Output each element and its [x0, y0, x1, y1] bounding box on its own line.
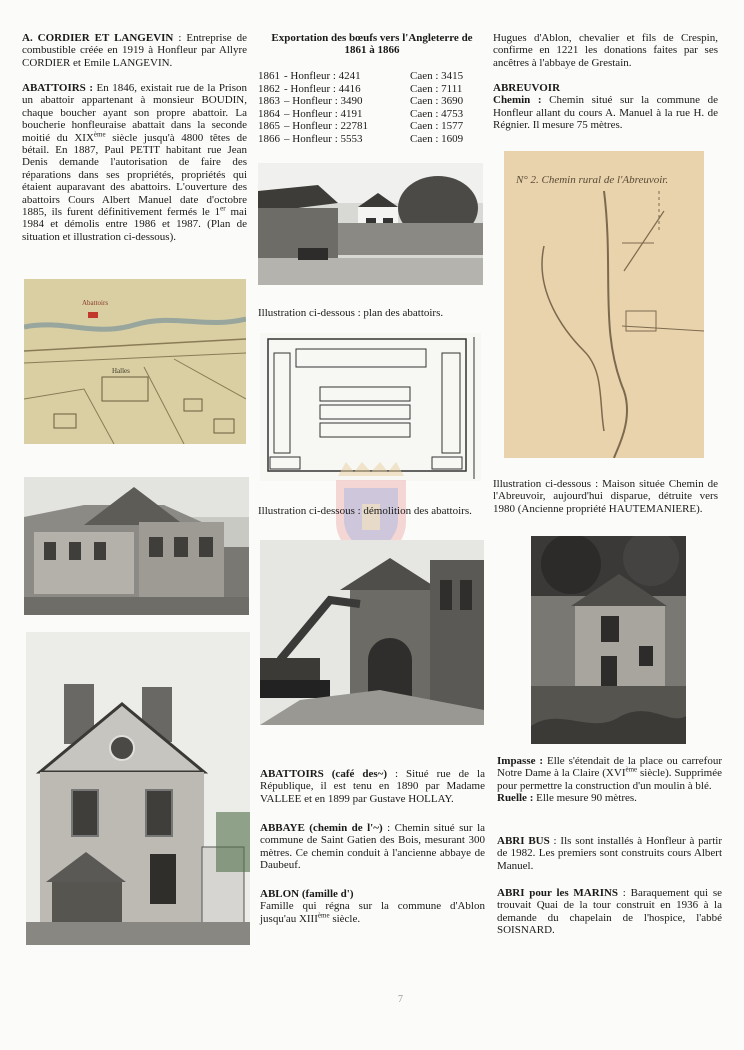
- entry-body: Elle mesure 90 mètres.: [533, 792, 637, 805]
- entry-body: Chemin situé sur la commune de Honfleur allant du cours A. Manuel à la rue H. de Régnier. Il mesure 75 mètres.: [493, 94, 718, 132]
- export-caen: Caen : 7111: [410, 82, 463, 95]
- entry-heading: A. CORDIER ET LANGEVIN: [22, 32, 174, 44]
- export-row: [258, 133, 463, 146]
- entry-heading: ABATTOIRS (café des~): [260, 768, 388, 780]
- export-caen: Caen : 1609: [410, 132, 464, 145]
- svg-text:N° 2. Chemin rural de l'Abreuv: N° 2. Chemin rural de l'Abreuvoir.: [516, 174, 669, 186]
- abattoir-street-photo: [258, 163, 483, 285]
- demolition-photo: [260, 540, 484, 725]
- export-honfleur: - Honfleur : 4416: [284, 82, 361, 95]
- entry-abbaye: [260, 822, 485, 872]
- superscript: ème: [93, 129, 106, 138]
- export-honfleur: – Honfleur : 22781: [284, 120, 369, 133]
- entry-heading: ABREUVOIR: [493, 82, 561, 94]
- entry-heading: ABBAYE (chemin de l'~): [260, 822, 383, 834]
- export-row: [258, 83, 463, 96]
- export-year: 1865: [258, 120, 280, 133]
- export-honfleur: – Honfleur : 5553: [284, 132, 363, 145]
- entry-body: Famille qui régna sur la commune d'Ablon jusqu'au XIII: [260, 900, 485, 925]
- entry-body: En 1846, existait rue de la Prison un abattoir appartenant à monsieur BOUDIN, chaque boucher ayant son propre abattoir. La boucherie honfleuraise abattait dans la seconde moitié du XIX: [22, 82, 247, 144]
- entry-cordier-langevin: [22, 32, 247, 69]
- entry-abri-bus: [497, 835, 722, 872]
- superscript: ème: [625, 765, 638, 774]
- export-caen: Caen : 3690: [410, 95, 464, 108]
- export-honfleur: - Honfleur : 4241: [284, 70, 361, 82]
- entry-body: mai 1984 et démolis entre 1986 et 1987. (Plan de situation et illustration ci-dessous).: [22, 206, 247, 243]
- map-label: Halles: [112, 367, 130, 375]
- entry-heading: ABLON (famille d'): [260, 888, 354, 900]
- sub-heading: Ruelle :: [497, 792, 534, 805]
- superscript: ème: [317, 911, 330, 920]
- export-row: [258, 120, 463, 133]
- svg-text:Abattoirs: Abattoirs: [82, 299, 109, 307]
- hugues-text: Hugues d'Ablon, chevalier et fils de Crespin, confirme en 1221 les donations faites par ses ancêtres à l'abbaye de Grestain.: [493, 32, 718, 69]
- entry-body: : Chemin situé sur la commune de Saint Gatien des Bois, mesurant 300 mètres. Ce chemin conduit à l'ancienne abbaye de Daubeuf.: [260, 822, 486, 872]
- entry-abri-marins: [497, 887, 722, 937]
- demolition-caption: Illustration ci-dessous : démolition des abattoirs.: [258, 505, 472, 517]
- page-mark: 7: [398, 994, 403, 1005]
- maison-caption: Illustration ci-dessous : Maison située Chemin de l'Abreuvoir, aujourd'hui disparue, détruite vers 1980 (Ancienne propriété HAUTEMANIERE).: [493, 478, 718, 515]
- export-honfleur: – Honfleur : 4191: [284, 107, 363, 120]
- entry-abattoirs: [22, 82, 247, 243]
- entry-body: : Baraquement qui se trouvait Quai de la tour construit en 1936 à la demande du chapelain de l'hospice, l'abbé SOISNARD.: [497, 887, 722, 937]
- abattoir-plan-drawing: [260, 333, 481, 481]
- sub-heading: Impasse :: [497, 755, 544, 767]
- export-year: 1863: [258, 95, 280, 108]
- abreuvoir-house-photo: [531, 536, 686, 744]
- plan-caption: Illustration ci-dessous : plan des abattoirs.: [258, 307, 444, 319]
- abattoir-building-photo: [24, 477, 249, 615]
- export-caen: Caen : 4753: [410, 107, 464, 120]
- entry-abreuvoir: [493, 82, 718, 132]
- entry-body: siècle jusqu'à 4800 têtes de bétail. En 1887, Paul PETIT habitant rue Jean Denis demande l'autorisation de faire des réparations dans ses propriétés, propriétés qui étaient auparavant des abattoirs. L'ouverture des abattoirs Cours Albert Manuel date d'octobre 1885, ils furent définitivement fermés le 1: [22, 131, 247, 219]
- entry-body: : Entreprise de combustible créée en 1919 à Honfleur par Allyre CORDIER et Emile LANGEVIN.: [22, 32, 247, 69]
- entry-body: siècle.: [329, 912, 361, 925]
- export-year: 1861: [258, 70, 280, 82]
- export-honfleur: – Honfleur : 3490: [284, 95, 363, 108]
- export-caen: Caen : 1577: [410, 120, 464, 133]
- export-title: Exportation des bœufs vers l'Angleterre de 1861 à 1866: [271, 32, 473, 57]
- export-row: [258, 70, 463, 83]
- entry-body: siècle). Supprimée pour permettre la construction d'un moulin à blé.: [497, 767, 722, 792]
- abreuvoir-map-image: [504, 151, 704, 458]
- entry-heading: ABRI pour les MARINS: [497, 887, 619, 899]
- export-row: [258, 108, 463, 121]
- export-caen: Caen : 3415: [410, 70, 464, 82]
- export-row: [258, 95, 463, 108]
- cafe-building-photo: [26, 632, 250, 945]
- entry-body: : Situé rue de la République, il est tenu en 1890 par Madame VALLEE et en 1899 par Gustave HOLLAY.: [260, 768, 485, 805]
- entry-impasse: [497, 755, 722, 805]
- entry-body: : Ils sont installés à Honfleur à partir de 1982. Les premiers sont construits cours Albert Manuel.: [497, 835, 722, 872]
- sub-heading: Chemin :: [493, 94, 542, 107]
- export-year: 1864: [258, 107, 280, 120]
- entry-body: Elle s'étendait de la place ou carrefour Notre Dame à la Claire (XVI: [497, 755, 722, 780]
- entry-heading: ABRI BUS: [497, 835, 550, 847]
- export-table: [258, 70, 463, 146]
- entry-abattoirs-cafe: [260, 768, 485, 805]
- export-year: 1866: [258, 132, 280, 145]
- export-year: 1862: [258, 82, 280, 95]
- entry-heading: ABATTOIRS :: [22, 82, 93, 94]
- entry-ablon: [260, 888, 485, 925]
- situation-map-image: [24, 279, 246, 444]
- superscript: er: [220, 204, 226, 213]
